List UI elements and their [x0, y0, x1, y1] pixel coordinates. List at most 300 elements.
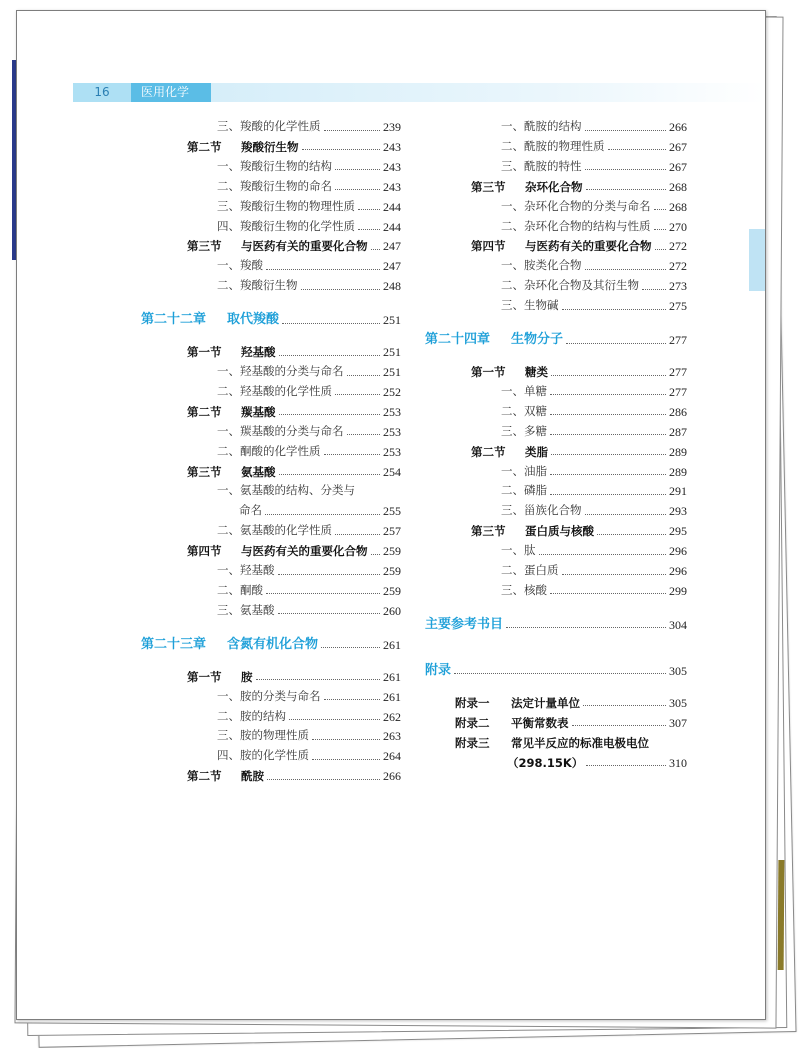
toc-entry-label — [501, 462, 547, 482]
toc-entry-page: 257 — [383, 524, 401, 539]
toc-page — [16, 10, 766, 1020]
toc-entry-page: 277 — [669, 365, 687, 379]
leader-dots — [302, 149, 381, 150]
toc-entry-title: 二、双糖 — [501, 405, 547, 418]
toc-entry-sec[interactable] — [471, 362, 687, 382]
toc-entry-title: 生物分子 — [511, 332, 564, 347]
leader-dots — [321, 647, 380, 648]
toc-entry-sub[interactable] — [217, 157, 401, 177]
header-bar — [211, 83, 765, 102]
leader-dots — [583, 705, 666, 706]
leader-dots — [550, 494, 666, 495]
toc-entry-label — [217, 276, 298, 296]
toc-entry-app[interactable] — [455, 713, 687, 733]
toc-entry-title: 四、羧酸衍生物的化学性质 — [217, 220, 355, 233]
toc-entry-page: 247 — [383, 239, 401, 254]
toc-entry-page: 251 — [383, 365, 401, 379]
toc-entry-title: 含氮有机化合物 — [227, 636, 319, 652]
leader-dots — [566, 343, 666, 344]
toc-entry-label — [501, 422, 547, 442]
toc-entry-page: 305 — [669, 695, 687, 710]
toc-entry-sub[interactable] — [217, 117, 401, 137]
toc-entry-label — [187, 462, 276, 482]
toc-entry-label — [471, 442, 548, 462]
toc-entry-sub[interactable] — [217, 561, 401, 581]
toc-entry-title: 三、羧酸衍生物的物理性质 — [217, 200, 355, 213]
toc-entry-label — [501, 581, 547, 601]
leader-dots — [550, 414, 666, 415]
toc-entry-page: 270 — [669, 219, 687, 234]
toc-entry-label — [507, 753, 583, 773]
toc-entry-label — [455, 693, 580, 713]
toc-entry-title: 蛋白质与核酸 — [525, 524, 594, 539]
toc-entry-title: 二、氨基酸的化学性质 — [217, 525, 332, 538]
leader-dots — [585, 169, 667, 170]
toc-entry-title: 取代羧酸 — [227, 312, 280, 328]
toc-entry-label — [217, 521, 332, 541]
toc-entry-title: 一、杂环化合物的分类与命名 — [501, 200, 651, 213]
leader-dots — [550, 394, 666, 395]
toc-entry-sec[interactable] — [187, 667, 401, 687]
toc-entry-page: 305 — [669, 663, 687, 678]
toc-entry-sub[interactable] — [217, 601, 401, 621]
toc-entry-label — [425, 615, 503, 635]
toc-entry-title: 二、胺的结构 — [217, 710, 286, 723]
leader-dots — [585, 130, 667, 131]
toc-entry-title: 二、杂环化合物的结构与性质 — [501, 220, 651, 233]
leader-dots — [256, 679, 381, 680]
toc-entry-sec[interactable] — [187, 342, 401, 362]
toc-entry-page: 251 — [383, 313, 401, 328]
toc-entry-page: 248 — [383, 279, 401, 294]
toc-entry-title: 三、氨基酸 — [217, 604, 275, 617]
leader-dots — [335, 169, 380, 170]
toc-entry-title: 二、杂环化合物及其衍生物 — [501, 280, 639, 293]
toc-entry-sec[interactable] — [187, 462, 401, 482]
toc-entry-page: 253 — [383, 424, 401, 439]
toc-entry-sub2[interactable] — [239, 501, 401, 521]
toc-entry-number: 第二节 — [187, 139, 222, 154]
toc-entry-label — [455, 713, 569, 733]
toc-entry-sec[interactable] — [187, 236, 401, 256]
toc-entry-page: 251 — [383, 345, 401, 360]
toc-entry-sub[interactable] — [217, 197, 401, 217]
toc-entry-number: 第一节 — [187, 669, 222, 684]
toc-entry-page: 264 — [383, 749, 401, 764]
toc-entry-label — [217, 382, 332, 402]
toc-entry-label — [217, 256, 263, 276]
page-header — [17, 83, 765, 102]
toc-entry-page: 261 — [383, 637, 401, 652]
toc-entry-title: 四、胺的化学性质 — [217, 750, 309, 763]
leader-dots — [572, 725, 667, 726]
toc-entry-label — [501, 217, 651, 237]
toc-entry-title: 氨基酸 — [241, 464, 276, 479]
toc-entry-sec[interactable] — [187, 402, 401, 422]
toc-entry-number: 第二十二章 — [141, 312, 207, 328]
toc-entry-label — [501, 501, 582, 521]
leader-dots — [358, 209, 380, 210]
toc-entry-label — [187, 236, 368, 256]
toc-entry-title: 三、甾族化合物 — [501, 505, 582, 518]
toc-entry-number: 附录一 — [455, 695, 490, 710]
toc-entry-sub[interactable] — [217, 707, 401, 727]
leader-dots — [335, 189, 380, 190]
side-tab-marker — [749, 229, 765, 291]
leader-dots — [324, 699, 381, 700]
toc-entry-label — [217, 707, 286, 727]
toc-entry-title: 三、核酸 — [501, 584, 547, 597]
toc-entry-title: 二、酮酸的化学性质 — [217, 445, 321, 458]
toc-entry-page: 296 — [669, 564, 687, 578]
toc-entry-page: 243 — [383, 179, 401, 194]
toc-entry-number: 第四节 — [471, 239, 506, 254]
toc-entry-title: 一、酰胺的结构 — [501, 121, 582, 133]
leader-dots — [454, 673, 666, 674]
toc-entry-page: 299 — [669, 583, 687, 598]
leader-dots — [371, 554, 381, 555]
toc-entry-sub[interactable] — [501, 117, 687, 137]
toc-entry-label — [217, 481, 355, 501]
leader-dots — [585, 514, 667, 515]
toc-entry-label — [501, 382, 547, 402]
toc-entry-title: 主要参考书目 — [425, 616, 504, 632]
toc-entry-sub[interactable] — [217, 422, 401, 442]
toc-entry-chap[interactable] — [425, 661, 687, 681]
toc-entry-sub[interactable] — [217, 362, 401, 382]
toc-entry-page: 253 — [383, 404, 401, 419]
toc-entry-title: 羟基酸 — [241, 345, 276, 360]
toc-entry-page: 247 — [383, 259, 401, 274]
toc-entry-label — [471, 236, 652, 256]
toc-entry-page: 266 — [669, 120, 687, 134]
toc-entry-page: 295 — [669, 524, 687, 539]
toc-entry-sub[interactable] — [217, 687, 401, 707]
toc-entry-title: 二、酮酸 — [217, 584, 263, 597]
toc-entry-sub[interactable] — [501, 422, 687, 442]
toc-entry-label — [471, 177, 583, 197]
leader-dots — [551, 454, 666, 455]
leader-dots — [586, 765, 666, 766]
toc-entry-page: 254 — [383, 464, 401, 479]
leader-dots — [539, 554, 667, 555]
toc-entry-page: 291 — [669, 484, 687, 499]
leader-dots — [266, 269, 380, 270]
toc-entry-sub[interactable] — [501, 581, 687, 601]
toc-entry-title: 命名 — [239, 505, 262, 518]
toc-entry-sub[interactable] — [217, 442, 401, 462]
leader-dots — [324, 454, 381, 455]
leader-dots — [324, 130, 381, 131]
toc-entry-sec[interactable] — [471, 442, 687, 462]
leader-dots — [654, 209, 667, 210]
toc-entry-chap[interactable] — [425, 615, 687, 635]
toc-entry-number: 附录二 — [455, 715, 490, 730]
leader-dots — [654, 229, 667, 230]
toc-entry-number: 第三节 — [187, 239, 222, 254]
toc-entry-page: 273 — [669, 279, 687, 294]
toc-entry-page: 244 — [383, 219, 401, 234]
toc-entry-sub[interactable] — [501, 157, 687, 177]
toc-entry-page: 287 — [669, 424, 687, 439]
toc-entry-title: 与医药有关的重要化合物 — [241, 239, 368, 254]
toc-entry-sub[interactable] — [501, 402, 687, 422]
toc-entry-page: 255 — [383, 504, 401, 519]
toc-entry-label — [187, 342, 276, 362]
toc-entry-page: 261 — [383, 689, 401, 704]
toc-entry-number: 第一节 — [187, 345, 222, 360]
toc-entry-page: 296 — [669, 544, 687, 559]
leader-dots — [347, 375, 381, 376]
leader-dots — [550, 593, 666, 594]
toc-entry-page: 272 — [669, 239, 687, 254]
toc-entry-label — [217, 746, 309, 766]
toc-entry-page: 289 — [669, 444, 687, 459]
toc-entry-title: 酰胺 — [241, 769, 264, 784]
toc-entry-sub[interactable] — [217, 276, 401, 296]
leader-dots — [335, 534, 380, 535]
toc-entry-number: 第二十三章 — [141, 636, 207, 652]
toc-entry-page: 307 — [669, 715, 687, 730]
toc-entry-page: 243 — [383, 159, 401, 174]
toc-entry-number: 第二十四章 — [425, 332, 491, 347]
toc-entry-number: 第一节 — [471, 365, 506, 379]
page-edge-stripe — [778, 860, 785, 970]
toc-entry-label — [187, 541, 368, 561]
toc-entry-label — [217, 117, 321, 137]
toc-entry-sub[interactable] — [217, 217, 401, 237]
toc-entry-title: 二、酰胺的物理性质 — [501, 140, 605, 153]
toc-entry-page: 289 — [669, 464, 687, 479]
leader-dots — [279, 474, 381, 475]
leader-dots — [655, 249, 667, 250]
leader-dots — [608, 149, 667, 150]
toc-entry-page: 243 — [383, 139, 401, 154]
toc-entry-page: 259 — [383, 564, 401, 578]
toc-entry-title: 与医药有关的重要化合物 — [241, 544, 368, 559]
toc-entry-title: 三、酰胺的特性 — [501, 160, 582, 173]
toc-entry-label — [217, 561, 275, 581]
toc-entry-title: 二、羟基酸的化学性质 — [217, 385, 332, 398]
toc-entry-page: 268 — [669, 199, 687, 214]
toc-entry-sub[interactable] — [217, 382, 401, 402]
toc-entry-title: 羧酸衍生物 — [241, 139, 299, 154]
toc-entry-sub[interactable] — [217, 726, 401, 746]
toc-entry-page: 262 — [383, 709, 401, 724]
toc-entry-title: 三、羧酸的化学性质 — [217, 121, 321, 133]
toc-entry-label — [187, 766, 264, 786]
toc-entry-title: 二、羧酸衍生物的命名 — [217, 180, 332, 193]
toc-entry-page: 260 — [383, 603, 401, 618]
toc-entry-label — [217, 601, 275, 621]
leader-dots — [278, 613, 381, 614]
toc-entry-sub[interactable] — [501, 217, 687, 237]
leader-dots — [585, 269, 667, 270]
toc-entry-page: 253 — [383, 444, 401, 459]
toc-entry-sec[interactable] — [471, 177, 687, 197]
toc-entry-label — [501, 137, 605, 157]
toc-entry-label — [141, 635, 318, 655]
toc-entry-label — [501, 276, 639, 296]
leader-dots — [279, 414, 381, 415]
toc-entry-sub[interactable] — [217, 581, 401, 601]
leader-dots — [506, 627, 666, 628]
toc-entry-title: 一、羰基酸的分类与命名 — [217, 425, 344, 438]
toc-entry-title: 三、多糖 — [501, 425, 547, 438]
toc-entry-sec[interactable] — [187, 541, 401, 561]
toc-entry-page: 259 — [383, 544, 401, 559]
toc-entry-sub[interactable] — [501, 197, 687, 217]
toc-entry-label — [217, 362, 344, 382]
toc-entry-page: 286 — [669, 404, 687, 419]
toc-entry-title: 常见半反应的标准电极电位 — [511, 735, 649, 750]
leader-dots — [550, 434, 666, 435]
toc-entry-page: 263 — [383, 729, 401, 744]
toc-entry-page: 293 — [669, 504, 687, 519]
toc-entry-sub[interactable] — [501, 541, 687, 561]
leader-dots — [347, 434, 381, 435]
toc-entry-sub[interactable] — [501, 382, 687, 402]
toc-entry-label — [217, 442, 321, 462]
toc-entry-chap[interactable] — [141, 310, 401, 330]
toc-entry-app[interactable] — [455, 693, 687, 713]
toc-entry-sub[interactable] — [501, 276, 687, 296]
toc-entry-sub[interactable] — [217, 481, 401, 501]
leader-dots — [371, 249, 381, 250]
toc-entry-page: 277 — [669, 333, 687, 347]
toc-entry-label — [501, 296, 559, 316]
toc-entry-title: 二、磷脂 — [501, 485, 547, 498]
toc-entry-sub[interactable] — [501, 501, 687, 521]
toc-entry-title: 一、单糖 — [501, 385, 547, 398]
toc-entry-title: 一、胺的分类与命名 — [217, 690, 321, 703]
toc-entry-sub[interactable] — [217, 177, 401, 197]
leader-dots — [597, 534, 666, 535]
toc-entry-title: 一、羧酸 — [217, 260, 263, 273]
toc-entry-sub[interactable] — [501, 256, 687, 276]
toc-entry-number: 第二节 — [187, 404, 222, 419]
toc-entry-sub[interactable] — [217, 256, 401, 276]
toc-entry-label — [217, 157, 332, 177]
toc-entry-title: 一、胺类化合物 — [501, 260, 582, 273]
toc-entry-number: 第二节 — [471, 444, 506, 459]
leader-dots — [265, 514, 380, 515]
leader-dots — [278, 574, 381, 575]
toc-entry-title: 附录 — [425, 662, 452, 678]
leader-dots — [335, 394, 380, 395]
leader-dots — [279, 355, 381, 356]
toc-entry-number: 第二节 — [187, 769, 222, 784]
toc-entry-page: 304 — [669, 617, 687, 632]
toc-entry-number: 第三节 — [471, 524, 506, 539]
toc-entry-sub[interactable] — [501, 481, 687, 501]
toc-entry-number: 第四节 — [187, 544, 222, 559]
toc-entry-page: 252 — [383, 384, 401, 399]
leader-dots — [562, 574, 667, 575]
toc-entry-label — [425, 330, 563, 350]
toc-entry-page: 244 — [383, 199, 401, 214]
toc-entry-page: 239 — [383, 120, 401, 134]
toc-entry-title: 一、肽 — [501, 545, 536, 558]
toc-entry-page: 310 — [669, 755, 687, 770]
toc-entry-label — [239, 501, 262, 521]
toc-entry-app2[interactable] — [507, 753, 687, 773]
toc-entry-title: 杂环化合物 — [525, 179, 583, 194]
toc-entry-title: 一、羧酸衍生物的结构 — [217, 160, 332, 173]
toc-entry-title: 一、羟基酸的分类与命名 — [217, 366, 344, 378]
toc-entry-label — [217, 726, 309, 746]
leader-dots — [266, 593, 380, 594]
toc-entry-app[interactable] — [455, 733, 687, 753]
toc-entry-page: 277 — [669, 384, 687, 399]
toc-entry-page: 267 — [669, 139, 687, 154]
leader-dots — [267, 779, 380, 780]
toc-entry-label — [501, 117, 582, 137]
toc-entry-title: 胺 — [241, 669, 253, 684]
toc-entry-number: 附录三 — [455, 735, 490, 750]
toc-entry-sub[interactable] — [501, 462, 687, 482]
leader-dots — [301, 289, 381, 290]
leader-dots — [312, 739, 380, 740]
leader-dots — [358, 229, 380, 230]
leader-dots — [586, 189, 667, 190]
toc-entry-label — [217, 581, 263, 601]
toc-entry-sub[interactable] — [501, 137, 687, 157]
leader-dots — [551, 375, 666, 376]
toc-entry-chap[interactable] — [425, 330, 687, 350]
toc-entry-label — [471, 362, 548, 382]
toc-entry-title: 二、羧酸衍生物 — [217, 280, 298, 293]
leader-dots — [282, 323, 380, 324]
toc-entry-title: （298.15K） — [507, 755, 584, 770]
toc-entry-sub[interactable] — [501, 296, 687, 316]
toc-entry-label — [501, 197, 651, 217]
toc-entry-title: 一、油脂 — [501, 465, 547, 478]
toc-entry-label — [187, 667, 253, 687]
toc-entry-title: 法定计量单位 — [511, 695, 580, 710]
toc-entry-page: 266 — [383, 769, 401, 784]
book-title: 医用化学 — [131, 83, 211, 102]
toc-entry-title: 与医药有关的重要化合物 — [525, 239, 652, 254]
toc-entry-label — [217, 197, 355, 217]
toc-entry-title: 羰基酸 — [241, 404, 276, 419]
toc-entry-title: 三、生物碱 — [501, 300, 559, 313]
toc-entry-page: 275 — [669, 299, 687, 314]
toc-entry-title: 三、胺的物理性质 — [217, 730, 309, 743]
toc-entry-number: 第三节 — [471, 179, 506, 194]
toc-entry-title: 一、氨基酸的结构、分类与 — [217, 485, 355, 498]
toc-entry-sub[interactable] — [217, 746, 401, 766]
toc-entry-sub[interactable] — [217, 521, 401, 541]
toc-entry-sub[interactable] — [501, 561, 687, 581]
toc-entry-number: 第三节 — [187, 464, 222, 479]
toc-entry-label — [217, 217, 355, 237]
toc-entry-page: 267 — [669, 159, 687, 174]
leader-dots — [642, 289, 666, 290]
toc-entry-label — [217, 687, 321, 707]
toc-entry-title: 一、羟基酸 — [217, 565, 275, 577]
toc-entry-chap[interactable] — [141, 635, 401, 655]
toc-entry-label — [187, 137, 299, 157]
toc-entry-sec[interactable] — [187, 137, 401, 157]
toc-entry-sec[interactable] — [471, 521, 687, 541]
toc-entry-label — [501, 481, 547, 501]
toc-entry-sec[interactable] — [471, 236, 687, 256]
toc-entry-sec[interactable] — [187, 766, 401, 786]
toc-entry-label — [187, 402, 276, 422]
toc-entry-label — [141, 310, 279, 330]
toc-entry-title: 类脂 — [525, 444, 548, 459]
